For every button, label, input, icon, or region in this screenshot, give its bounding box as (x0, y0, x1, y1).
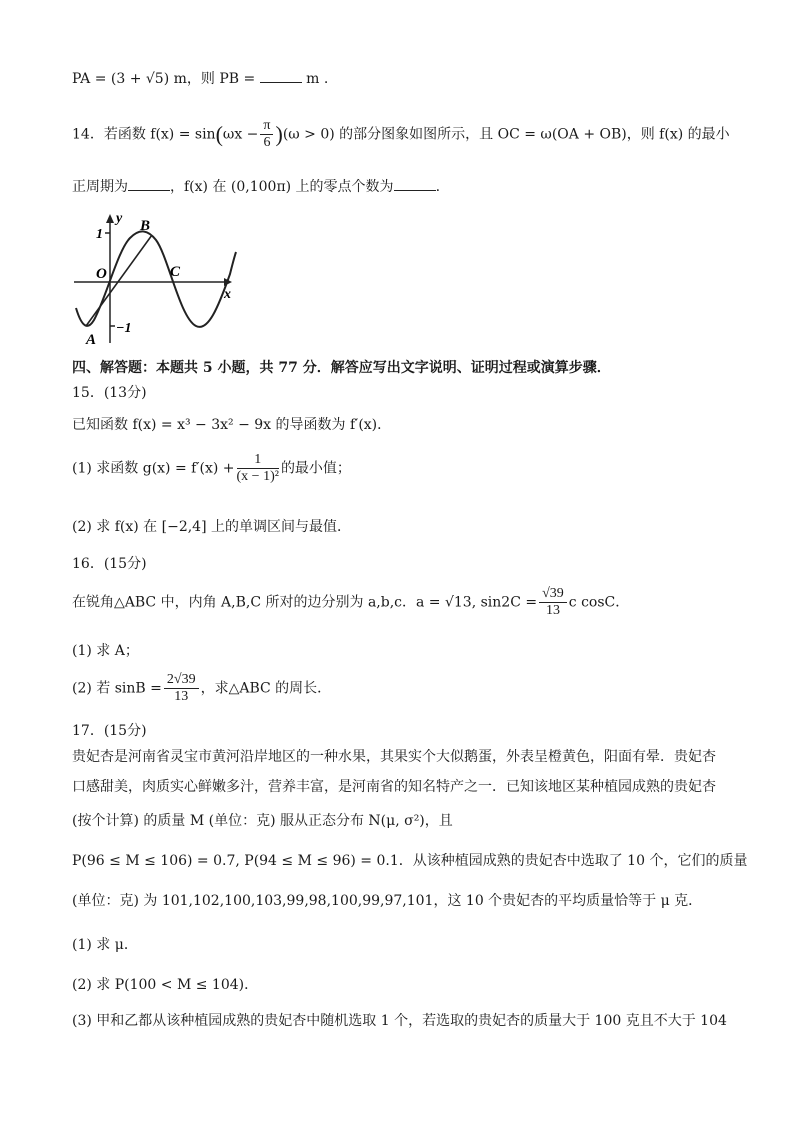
label-B: B (140, 218, 151, 234)
q15-part1-fraction: $\frac{1}{\text{(x − 1)²}}$ (236, 452, 279, 484)
q16-stem (72, 586, 629, 619)
q14-pi-fraction: $\frac{\pi}{6}$ (260, 118, 273, 151)
q15-header: 15．(13分) (72, 385, 147, 401)
q16-part2-text-a: (2) 若 sinB = (72, 680, 162, 697)
q14-blank-zeros (394, 178, 436, 191)
q17-part1: (1) 求 μ． (72, 937, 138, 953)
label-x: x (224, 287, 231, 302)
q16-part1: (1) 求 A； (72, 643, 139, 659)
y-axis-arrow (106, 214, 114, 223)
q16-stem-text-b: c cosC． (568, 594, 630, 611)
q17-header: 17．(15分) (72, 723, 147, 739)
q14-text-e: . (435, 179, 441, 195)
q15-part1-text-b: 的最小值； (280, 460, 351, 477)
q14-text-c: 正周期为 (72, 179, 128, 195)
q17-line3: (按个计算) 的质量 M (单位：克) 服从正态分布 N(μ, σ²)，且 (72, 813, 453, 829)
label-A: A (86, 332, 97, 348)
q14-text-b: (ω > 0) 的部分图象如图所示，且 OC = ω(OA + OB)，则 f(x) 的最小 (282, 126, 730, 143)
q15-part1 (72, 452, 351, 485)
q16-stem-text-a: 在锐角△ABC 中，内角 A,B,C 所对的边分别为 a,b,c．a = √13, sin2C = (72, 594, 538, 611)
label-O: O (96, 266, 107, 282)
q14-line2 (72, 176, 440, 196)
q16-stem-fraction: $\frac{√39}{13}$ (539, 586, 567, 619)
section4-title: 四、解答题：本题共 5 小题，共 77 分．解答应写出文字说明、证明过程或演算步骤． (72, 360, 611, 376)
q13-answer-blank (260, 70, 302, 83)
q16-part2 (72, 672, 331, 705)
q14-text-d: ，f(x) 在 (0,100π) 上的零点个数为 (170, 179, 394, 195)
label-C: C (170, 264, 181, 280)
label-y: y (116, 211, 123, 226)
q14-text-a: 14．若函数 f(x) = sin (72, 126, 216, 143)
q17-line2: 口感甜美，肉质实心鲜嫩多汁，营养丰富，是河南省的知名特产之一．已知该地区某种植园成熟的贵妃杏 (72, 779, 716, 795)
q17-part2: (2) 求 P(100 < M ≤ 104)． (72, 977, 259, 993)
q16-part2-fraction: $\frac{2√39}{13}$ (164, 672, 199, 705)
q17-line1: 贵妃杏是河南省灵宝市黄河沿岸地区的一种水果，其果实个大似鹅蛋，外表呈橙黄色，阳面有晕．贵妃杏 (72, 749, 716, 765)
sine-graph-figure (72, 208, 242, 348)
q17-part3: (3) 甲和乙都从该种植园成熟的贵妃杏中随机选取 1 个，若选取的贵妃杏的质量大于 100 克且不大于 104 (72, 1013, 727, 1029)
q16-part2-text-b: ，求△ABC 的周长． (200, 680, 332, 697)
q13-tail-unit: m . (301, 71, 329, 87)
q15-stem: 已知函数 f(x) = x³ − 3x² − 9x 的导函数为 f′(x)． (72, 417, 392, 433)
q13-tail-line (72, 68, 328, 88)
q13-tail-text: PA = (3 + √5) m，则 PB = (72, 71, 260, 87)
q15-part2: (2) 求 f(x) 在 [−2,4] 上的单调区间与最值． (72, 519, 352, 535)
q14-blank-period (128, 178, 170, 191)
q17-line4: P(96 ≤ M ≤ 106) = 0.7, P(94 ≤ M ≤ 96) = 0.1．从该种植园成熟的贵妃杏中选取了 10 个，它们的质量 (72, 853, 748, 869)
label-tick-neg1: −1 (116, 321, 132, 336)
q15-part1-text-a: (1) 求函数 g(x) = f′(x) + (72, 460, 235, 477)
label-tick-1: 1 (96, 227, 103, 242)
q17-line5: (单位：克) 为 101,102,100,103,99,98,100,99,97,101，这 10 个贵妃杏的平均质量恰等于 μ 克． (72, 893, 703, 909)
q14-line1: 14．若函数 f(x) = sin(ωx − $\frac{\pi}{6}$ )(ω > 0) 的部分图象如图所示，且 OC = ω(OA + OB)，则 f(x) 的最小 (72, 118, 730, 150)
q16-header: 16．(15分) (72, 556, 147, 572)
